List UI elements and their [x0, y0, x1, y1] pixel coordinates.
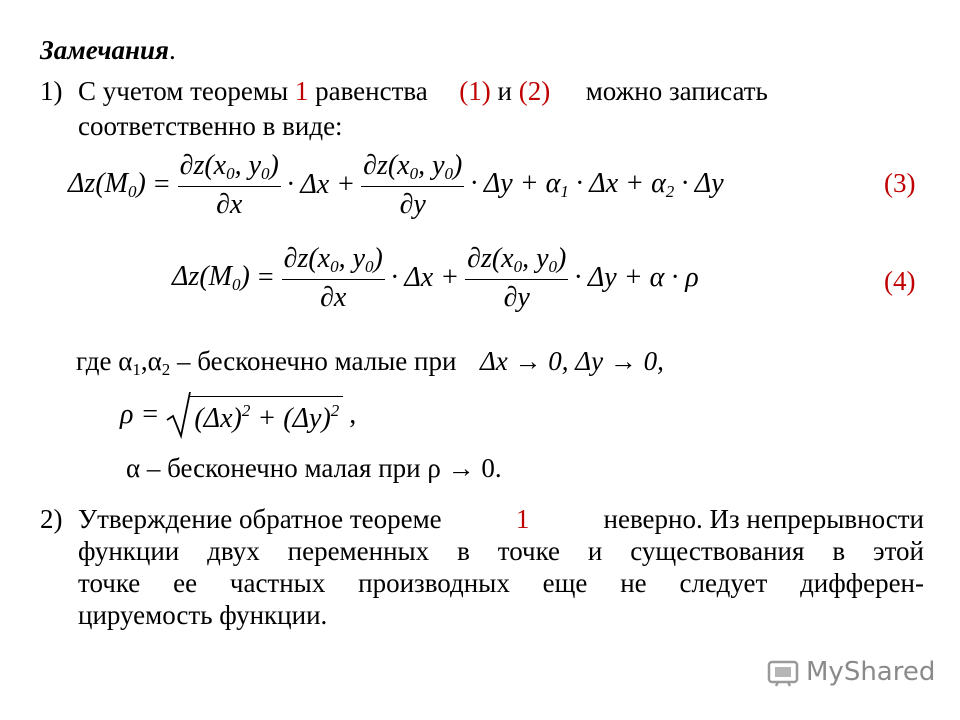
- remark1-line2: соответственно в виде:: [78, 111, 343, 141]
- equation-number-3: (3): [884, 168, 916, 198]
- watermark-text: MyShared: [806, 657, 936, 687]
- remark2-line3: точке ее частных производных еще не следует дифферен-: [78, 568, 924, 598]
- myshared-logo-icon: [766, 657, 800, 687]
- equation-number-4: (4): [884, 266, 916, 296]
- f4-fraction-2: $\frac{\partial z(x_0, y_0)}{\partial y}$: [467, 242, 567, 313]
- alpha-line: α – бесконечно малая при ρ → 0.: [126, 453, 502, 483]
- radicand: $(\Delta x)^2 + (\Delta y)^2$: [190, 396, 343, 435]
- remark2-part-a: Утверждение обратное теореме: [78, 504, 442, 534]
- f3-fraction-2: $\frac{\partial z(x_0, y_0)}{\partial y}$: [363, 149, 463, 220]
- f4-equals: =: [257, 262, 274, 293]
- heading-dot: .: [168, 35, 176, 65]
- remark2-part-b: неверно. Из непрерывности: [603, 504, 924, 534]
- f3-dx-term: · Δx +: [286, 169, 356, 200]
- remark2-line1: [78, 503, 924, 535]
- remark2-paragraph: [78, 503, 924, 631]
- theorem-ref-1: 1: [294, 76, 309, 106]
- formula-4: [172, 243, 699, 313]
- rho-tail: ,: [349, 399, 357, 430]
- f3-fraction-1: $\frac{\partial z(x_0, y_0)}{\partial x}$: [179, 149, 279, 220]
- where-text: – бесконечно малые при: [177, 346, 457, 376]
- f4-lhs: $\Delta z(M_0)$: [172, 261, 250, 294]
- f3-lhs: $\Delta z(M_0)$: [68, 168, 146, 201]
- heading-text: Замечания: [40, 35, 169, 65]
- formula-3: [68, 150, 724, 220]
- f4-tail: · Δy + α · ρ: [574, 262, 699, 293]
- remark2-number: 2): [40, 504, 63, 534]
- rho-lhs: ρ =: [120, 399, 160, 430]
- heading: [40, 34, 176, 66]
- where-line: где $\alpha_1,\alpha_2$ – бесконечно малые при Δx → 0, Δy → 0,: [76, 346, 664, 379]
- theorem-ref-remark2: 1: [515, 504, 530, 534]
- f4-fraction-1: $\frac{\partial z(x_0, y_0)}{\partial x}$: [283, 242, 383, 313]
- f3-equals: =: [153, 169, 170, 200]
- watermark: [766, 657, 935, 687]
- remark1-number: 1): [40, 76, 63, 106]
- eq-ref-1: (1): [459, 76, 491, 106]
- f4-dx-term: · Δx +: [390, 262, 460, 293]
- remark2-line2: функции двух переменных в точке и существования в этой: [78, 536, 924, 566]
- eq-ref-2: (2): [518, 76, 551, 106]
- remark2-line4: цируемость функции.: [78, 600, 328, 630]
- f3-tail: · $\Delta y + \alpha_1 \cdot \Delta x + \alpha_2 \cdot \Delta y$: [470, 168, 724, 201]
- where-condition: Δx → 0, Δy → 0,: [479, 346, 664, 376]
- rho-formula: [120, 390, 356, 440]
- remark1-part-d: можно записать: [585, 76, 768, 106]
- remark1-part-b: равенства: [315, 76, 428, 106]
- remark1-part-c: и: [497, 76, 512, 106]
- radical-sign: [165, 390, 191, 440]
- remark1-part-a: С учетом теоремы: [78, 76, 289, 106]
- remark1-line1: [78, 75, 768, 107]
